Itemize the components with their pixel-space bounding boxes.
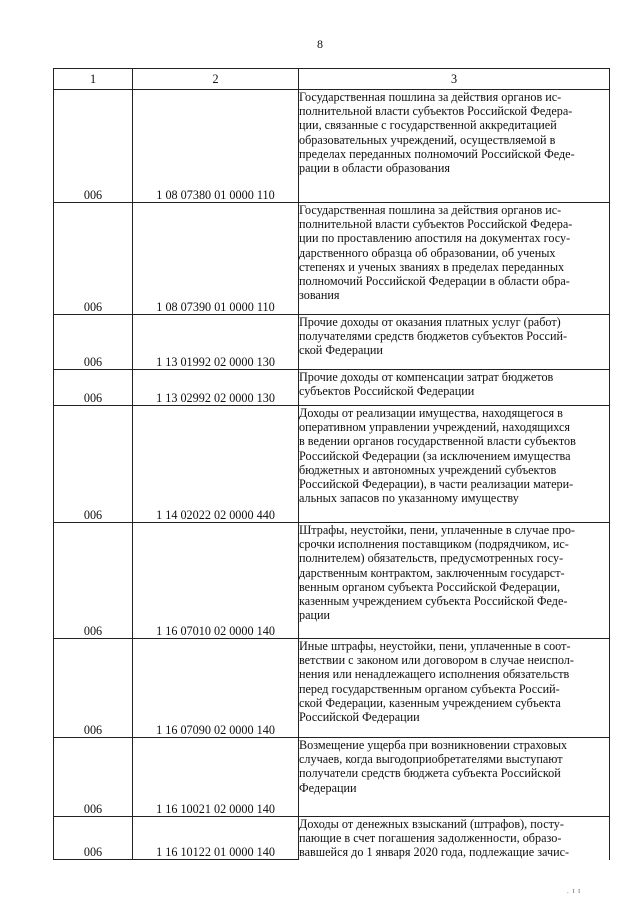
text-line: Прочие доходы от компенсации затрат бюджетов (299, 370, 554, 384)
revenue-code-cell: 1 08 07390 01 0000 110 (133, 203, 299, 315)
text-line: полнительной власти субъектов Российской Федера- (299, 104, 573, 119)
text-line: казенным учреждением субъекта Российской Феде- (299, 594, 568, 609)
header-col-2: 2 (133, 69, 299, 90)
text-line: Прочие доходы от оказания платных услуг (работ) (299, 315, 561, 329)
text-line: рации (299, 608, 331, 623)
text-line: субъектов Российской Федерации (299, 384, 475, 399)
table-row (54, 406, 610, 523)
table-row (54, 315, 610, 370)
text-line: нения или ненадлежащего исполнения обязательств (299, 667, 570, 682)
revenue-code-cell: 1 13 02992 02 0000 130 (133, 370, 299, 406)
text-line: оперативном управлении учреждений, находящихся (299, 420, 570, 435)
revenue-name-cell (299, 406, 610, 523)
text-line: Государственная пошлина за действия органов ис- (299, 203, 562, 217)
text-line: Штрафы, неустойки, пени, уплаченные в случае про- (299, 523, 575, 537)
admin-code-cell: 006 (54, 370, 133, 406)
text-line: Доходы от денежных взысканий (штрафов), посту- (299, 817, 564, 831)
table-row (54, 738, 610, 817)
admin-code-cell: 006 (54, 90, 133, 203)
revenue-code-cell: 1 16 07090 02 0000 140 (133, 639, 299, 738)
table-body (54, 90, 610, 860)
text-line: образовательных учреждений, осуществляемой в (299, 132, 556, 147)
text-line: Возмещение ущерба при возникновении страховых (299, 738, 568, 752)
revenue-name-cell (299, 639, 610, 738)
text-line: рации в области образования (299, 161, 450, 176)
text-line: пающие в счет погашения задолженности, образо- (299, 831, 562, 846)
header-col-3: 3 (299, 69, 610, 90)
table-row (54, 203, 610, 315)
text-line: ветствии с законом или договором в случае неиспол- (299, 653, 574, 668)
text-line: ской Федерации (299, 343, 383, 358)
text-line: Доходы от реализации имущества, находящегося в (299, 406, 563, 420)
text-line: зования (299, 288, 340, 303)
table-row (54, 817, 610, 860)
scan-mark: . t t (567, 887, 582, 895)
revenue-code-cell: 1 16 10021 02 0000 140 (133, 738, 299, 817)
table-row (54, 370, 610, 406)
text-line: полнителем) обязательств, предусмотренных госу- (299, 551, 564, 566)
table-row (54, 523, 610, 639)
revenue-code-cell: 1 16 07010 02 0000 140 (133, 523, 299, 639)
revenue-code-cell: 1 14 02022 02 0000 440 (133, 406, 299, 523)
revenue-name-cell (299, 523, 610, 639)
text-line: полнительной власти субъектов Российской Федера- (299, 217, 573, 232)
revenue-code-cell: 1 16 10122 01 0000 140 (133, 817, 299, 860)
text-line: Федерации (299, 780, 357, 795)
text-line: ской Федерации, казенным учреждением субъекта (299, 695, 561, 710)
text-line: Российской Федерации (за исключением имущества (299, 448, 571, 463)
revenue-codes-table (53, 68, 610, 860)
revenue-name-cell (299, 370, 610, 406)
admin-code-cell: 006 (54, 523, 133, 639)
text-line: вавшейся до 1 января 2020 года, подлежащие зачис- (299, 845, 570, 860)
text-line: альных запасов по указанному имуществу (299, 491, 519, 506)
admin-code-cell: 006 (54, 203, 133, 315)
admin-code-cell: 006 (54, 639, 133, 738)
revenue-name-cell (299, 738, 610, 817)
text-line: ции по проставлению апостиля на документах госу- (299, 231, 571, 246)
text-line: перед государственным органом субъекта Россий- (299, 681, 560, 696)
text-line: срочки исполнения поставщиком (подрядчиком, ис- (299, 537, 569, 552)
revenue-code-cell: 1 08 07380 01 0000 110 (133, 90, 299, 203)
text-line: Иные штрафы, неустойки, пени, уплаченные в соот- (299, 639, 571, 653)
table-row (54, 639, 610, 738)
text-line: венным органом субъекта Российской Федерации, (299, 579, 561, 594)
admin-code-cell: 006 (54, 738, 133, 817)
text-line: степенях и ученых званиях в пределах переданных (299, 259, 565, 274)
text-line: в ведении органов государственной власти субъектов (299, 434, 576, 449)
revenue-code-cell: 1 13 01992 02 0000 130 (133, 315, 299, 370)
revenue-name-cell (299, 817, 610, 860)
text-line: дарственного образца об образовании, об ученых (299, 245, 556, 260)
revenue-name-cell (299, 203, 610, 315)
text-line: Государственная пошлина за действия органов ис- (299, 90, 562, 104)
text-line: ции, связанные с государственной аккредитацией (299, 118, 557, 133)
text-line: получателями средств бюджетов субъектов Россий- (299, 329, 568, 344)
text-line: случаев, когда выгодоприобретателями выступают (299, 752, 563, 767)
text-line: Российской Федерации (299, 710, 420, 725)
table-row (54, 90, 610, 203)
admin-code-cell: 006 (54, 315, 133, 370)
text-line: получатели средств бюджета субъекта Российской (299, 766, 561, 781)
text-line: бюджетных и автономных учреждений субъектов (299, 462, 557, 477)
text-line: Российской Федерации), в части реализации матери- (299, 477, 574, 492)
page-number: 8 (317, 37, 323, 51)
admin-code-cell: 006 (54, 406, 133, 523)
text-line: полномочий Российской Федерации в области обра- (299, 274, 570, 289)
revenue-name-cell (299, 90, 610, 203)
text-line: дарственным контрактом, заключенным государст- (299, 565, 565, 580)
header-col-1: 1 (54, 69, 133, 90)
table-header-row (54, 69, 610, 90)
admin-code-cell: 006 (54, 817, 133, 860)
revenue-name-cell (299, 315, 610, 370)
text-line: пределах переданных полномочий Российской Феде- (299, 146, 575, 161)
